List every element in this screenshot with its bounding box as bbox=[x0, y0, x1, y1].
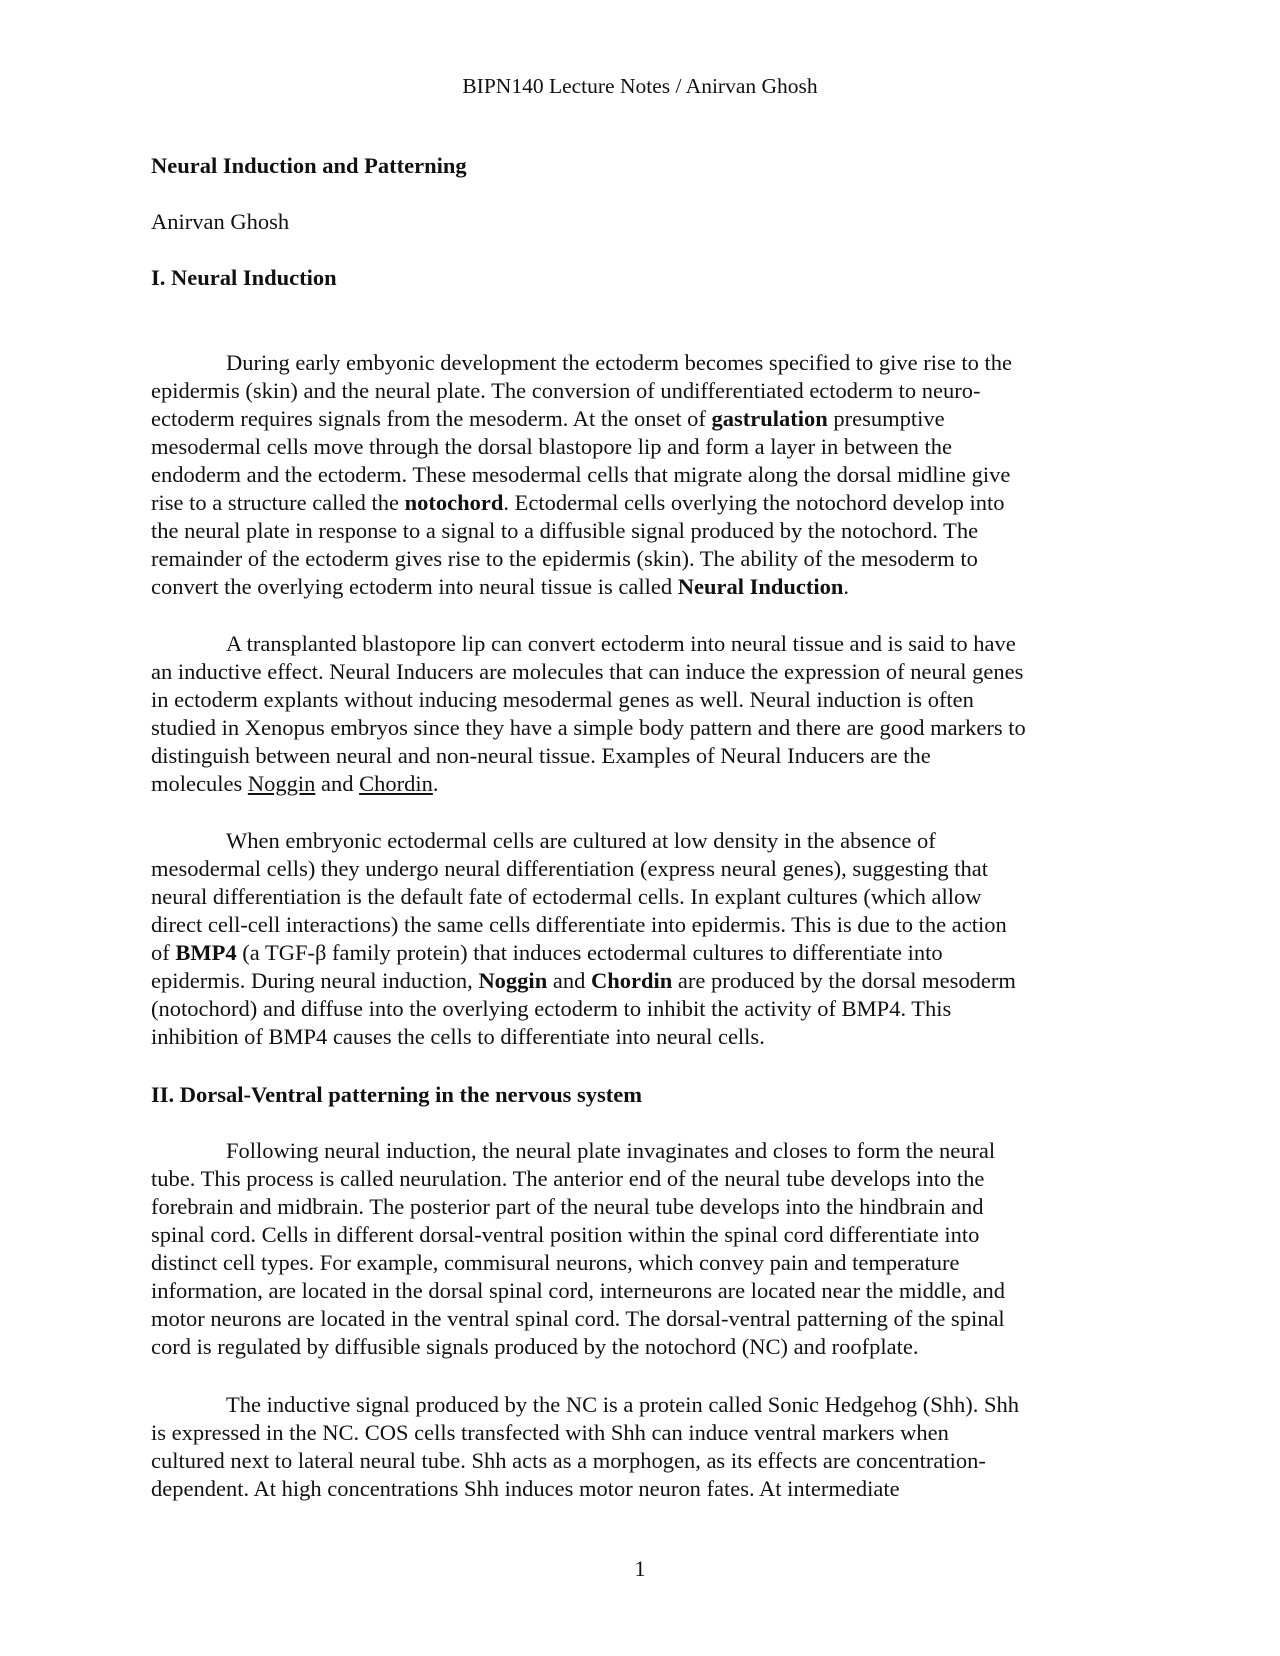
term-gastrulation: gastrulation bbox=[711, 406, 828, 431]
term-bmp4: BMP4 bbox=[175, 940, 237, 965]
term-chordin-underlined: Chordin bbox=[359, 771, 433, 796]
text-line: A transplanted blastopore lip can convert ectoderm into neural tissue and is said to have bbox=[226, 631, 1016, 656]
text-line: is expressed in the NC. COS cells transfected with Shh can induce ventral markers when bbox=[151, 1420, 949, 1445]
text-line: inhibition of BMP4 causes the cells to differentiate into neural cells. bbox=[151, 1024, 765, 1049]
text-line: convert the overlying ectoderm into neural tissue is called Neural Induction. bbox=[151, 574, 849, 599]
text-line: mesodermal cells move through the dorsal blastopore lip and form a layer in between the bbox=[151, 434, 953, 459]
text-line: mesodermal cells) they undergo neural differentiation (express neural genes), suggesting that bbox=[151, 856, 989, 881]
section-1-heading: I. Neural Induction bbox=[151, 265, 337, 290]
term-notochord: notochord bbox=[404, 490, 504, 515]
term-neural-induction: Neural Induction bbox=[677, 574, 844, 599]
term-noggin: Noggin bbox=[478, 968, 548, 993]
text-line: of BMP4 (a TGF-β family protein) that induces ectodermal cultures to differentiate into bbox=[151, 940, 943, 965]
author-name: Anirvan Ghosh bbox=[151, 209, 290, 234]
text-line: neural differentiation is the default fate of ectodermal cells. In explant cultures (which allow bbox=[151, 884, 982, 909]
text-line: During early embyonic development the ectoderm becomes specified to give rise to the bbox=[226, 350, 1012, 375]
document-title: Neural Induction and Patterning bbox=[151, 153, 467, 178]
page-number: 1 bbox=[634, 1556, 646, 1581]
text-line: dependent. At high concentrations Shh induces motor neuron fates. At intermediate bbox=[151, 1476, 900, 1501]
text-line: epidermis. During neural induction, Noggin and Chordin are produced by the dorsal mesoderm bbox=[151, 968, 1016, 993]
section-1-paragraph-3 bbox=[151, 827, 1141, 1051]
text-line: information, are located in the dorsal spinal cord, interneurons are located near the middle, and bbox=[151, 1278, 1006, 1303]
text-line: Following neural induction, the neural plate invaginates and closes to form the neural bbox=[226, 1138, 996, 1163]
text-line: The inductive signal produced by the NC is a protein called Sonic Hedgehog (Shh). Shh bbox=[226, 1392, 1019, 1417]
text-line: epidermis (skin) and the neural plate. The conversion of undifferentiated ectoderm to neuro- bbox=[151, 378, 981, 403]
text-line: (notochord) and diffuse into the overlying ectoderm to inhibit the activity of BMP4. This bbox=[151, 996, 952, 1021]
term-chordin: Chordin bbox=[590, 968, 673, 993]
text-line: direct cell-cell interactions) the same cells differentiate into epidermis. This is due to the action bbox=[151, 912, 1007, 937]
text-line: tube. This process is called neurulation. The anterior end of the neural tube develops into the bbox=[151, 1166, 985, 1191]
text-line: motor neurons are located in the ventral spinal cord. The dorsal-ventral patterning of the spinal bbox=[151, 1306, 1005, 1331]
section-2-paragraph-1 bbox=[151, 1137, 1141, 1361]
text-line: an inductive effect. Neural Inducers are molecules that can induce the expression of neural genes bbox=[151, 659, 1024, 684]
text-line: remainder of the ectoderm gives rise to the epidermis (skin). The ability of the mesoderm to bbox=[151, 546, 978, 571]
running-header: BIPN140 Lecture Notes / Anirvan Ghosh bbox=[462, 74, 818, 98]
text-line: the neural plate in response to a signal to a diffusible signal produced by the notochord. The bbox=[151, 518, 979, 543]
section-2-heading: II. Dorsal-Ventral patterning in the nervous system bbox=[151, 1082, 643, 1107]
section-1-paragraph-2 bbox=[151, 630, 1141, 798]
section-2-paragraph-2 bbox=[151, 1391, 1141, 1503]
text-line: cultured next to lateral neural tube. Shh acts as a morphogen, as its effects are concentration- bbox=[151, 1448, 986, 1473]
text-line: distinct cell types. For example, commisural neurons, which convey pain and temperature bbox=[151, 1250, 960, 1275]
text-line: When embryonic ectodermal cells are cultured at low density in the absence of bbox=[226, 828, 936, 853]
text-line: cord is regulated by diffusible signals produced by the notochord (NC) and roofplate. bbox=[151, 1334, 919, 1359]
text-line: distinguish between neural and non-neural tissue. Examples of Neural Inducers are the bbox=[151, 743, 931, 768]
text-line: in ectoderm explants without inducing mesodermal genes as well. Neural induction is often bbox=[151, 687, 974, 712]
text-line: studied in Xenopus embryos since they have a simple body pattern and there are good markers to bbox=[151, 715, 1026, 740]
text-line: molecules Noggin and Chordin. bbox=[151, 771, 439, 796]
text-line: forebrain and midbrain. The posterior part of the neural tube develops into the hindbrain and bbox=[151, 1194, 984, 1219]
text-line: rise to a structure called the notochord. Ectodermal cells overlying the notochord develop into bbox=[151, 490, 1005, 515]
text-line: spinal cord. Cells in different dorsal-ventral position within the spinal cord differentiate into bbox=[151, 1222, 980, 1247]
term-noggin-underlined: Noggin bbox=[247, 771, 316, 796]
text-line: endoderm and the ectoderm. These mesodermal cells that migrate along the dorsal midline give bbox=[151, 462, 1011, 487]
text-line: ectoderm requires signals from the mesoderm. At the onset of gastrulation presumptive bbox=[151, 406, 945, 431]
section-1-paragraph-1 bbox=[151, 349, 1141, 601]
